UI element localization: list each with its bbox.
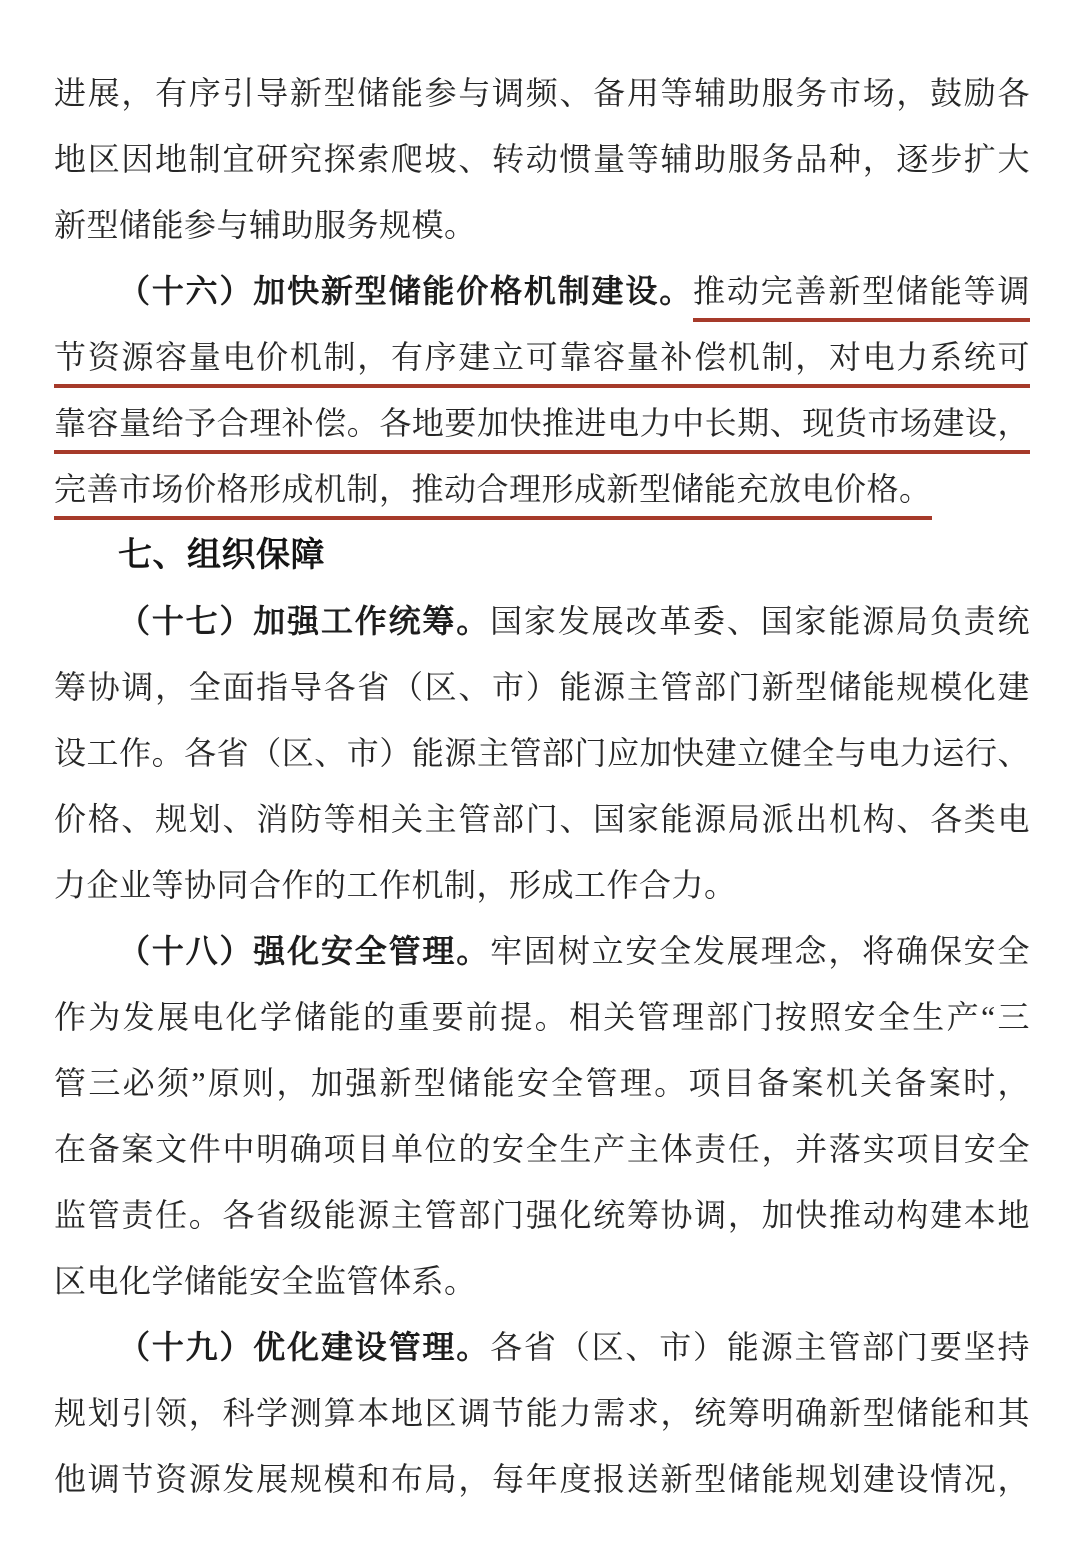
paragraph-lead: （十八）强化安全管理。 bbox=[118, 933, 491, 969]
text-line bbox=[54, 984, 1030, 1050]
red-underlined-text: 节资源容量电价机制，有序建立可靠容量补偿机制，对电力系统可 bbox=[54, 339, 1030, 388]
text-line bbox=[54, 456, 1030, 522]
body-text: 他调节资源发展规模和布局，每年度报送新型储能规划建设情况， bbox=[54, 1461, 1030, 1497]
text-line bbox=[54, 588, 1030, 654]
body-text: 各省（区、市）能源主管部门要坚持 bbox=[490, 1329, 1030, 1365]
red-underlined-text: 推动完善新型储能等调 bbox=[693, 273, 1030, 322]
body-text: 监管责任。各省级能源主管部门强化统筹协调，加快推动构建本地 bbox=[54, 1197, 1030, 1233]
body-text: 国家发展改革委、国家能源局负责统 bbox=[490, 603, 1030, 639]
text-line bbox=[54, 390, 1030, 456]
paragraph-lead: （十九）优化建设管理。 bbox=[118, 1329, 491, 1365]
text-line bbox=[54, 324, 1030, 390]
text-line bbox=[54, 258, 1030, 324]
text-line bbox=[54, 1380, 1030, 1446]
body-text: 新型储能参与辅助服务规模。 bbox=[54, 207, 477, 243]
body-text: 设工作。各省（区、市）能源主管部门应加快建立健全与电力运行、 bbox=[54, 735, 1030, 771]
heading-text: 七、组织保障 bbox=[118, 536, 325, 574]
paragraph-lead: （十六）加快新型储能价格机制建设。 bbox=[118, 273, 694, 309]
text-line bbox=[54, 654, 1030, 720]
body-text: 牢固树立安全发展理念，将确保安全 bbox=[490, 933, 1030, 969]
body-text: 作为发展电化学储能的重要前提。相关管理部门按照安全生产“三 bbox=[54, 999, 1030, 1035]
text-line bbox=[54, 720, 1030, 786]
body-text: 区电化学储能安全监管体系。 bbox=[54, 1263, 477, 1299]
text-line bbox=[54, 126, 1030, 192]
red-underlined-text: 靠容量给予合理补偿。各地要加快推进电力中长期、现货市场建设， bbox=[54, 405, 1030, 454]
text-line bbox=[54, 1182, 1030, 1248]
paragraph-lead: （十七）加强工作统筹。 bbox=[118, 603, 491, 639]
text-line bbox=[54, 786, 1030, 852]
body-text: 价格、规划、消防等相关主管部门、国家能源局派出机构、各类电 bbox=[54, 801, 1030, 837]
text-line bbox=[54, 1116, 1030, 1182]
body-text: 进展，有序引导新型储能参与调频、备用等辅助服务市场，鼓励各 bbox=[54, 75, 1030, 111]
text-line bbox=[54, 1446, 1030, 1512]
text-line bbox=[54, 918, 1030, 984]
section-heading bbox=[54, 522, 1030, 588]
text-line bbox=[54, 1248, 1030, 1314]
body-text: 地区因地制宜研究探索爬坡、转动惯量等辅助服务品种，逐步扩大 bbox=[54, 141, 1030, 177]
text-line bbox=[54, 1314, 1030, 1380]
text-line bbox=[54, 192, 1030, 258]
body-text: 在备案文件中明确项目单位的安全生产主体责任，并落实项目安全 bbox=[54, 1131, 1030, 1167]
text-line bbox=[54, 852, 1030, 918]
body-text: 规划引领，科学测算本地区调节能力需求，统筹明确新型储能和其 bbox=[54, 1395, 1030, 1431]
body-text: 力企业等协同合作的工作机制，形成工作合力。 bbox=[54, 867, 737, 903]
body-text: 管三必须”原则，加强新型储能安全管理。项目备案机关备案时， bbox=[54, 1065, 1030, 1101]
text-line bbox=[54, 60, 1030, 126]
red-underlined-text: 完善市场价格形成机制，推动合理形成新型储能充放电价格。 bbox=[54, 471, 932, 520]
text-line bbox=[54, 1050, 1030, 1116]
body-text: 筹协调，全面指导各省（区、市）能源主管部门新型储能规模化建 bbox=[54, 669, 1030, 705]
